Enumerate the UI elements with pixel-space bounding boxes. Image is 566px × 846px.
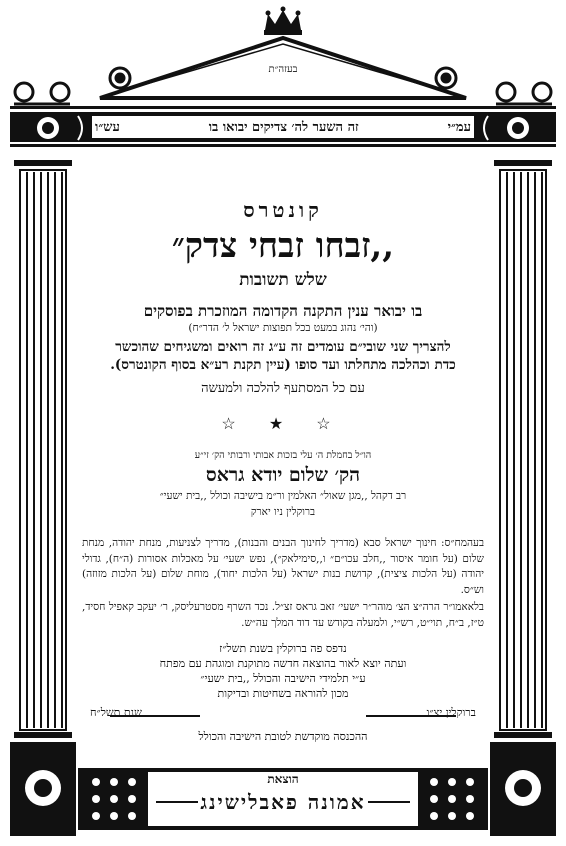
description-line-1: בו יבואר ענין התקנה הקדומה המוזכרת בפוסקים xyxy=(143,302,423,320)
divider-left xyxy=(110,715,200,717)
lineage-paragraph: בלאאמו״ר הרה״צ הצ׳ מוהר״ר ישעי׳ זאב גראס זצ״ל. נכד השרף מסטרעליסק, ר׳ יעקב קאפיל חסיד, ט״ז, ב״ח, תוי״ט, רש״י, ולמעלה בקודש עד דוד המלך עה״ש. xyxy=(82,601,484,629)
publisher-label: הוצאת xyxy=(267,772,299,786)
dedication-line: ההכנסה מוקדשת לטובת הישיבה והכולל xyxy=(198,730,368,743)
description-line-4: כדת וכהלכה מתחלתו ועד סופו (עיין תקנת רע״א בסוף הקונטרס). xyxy=(110,357,456,373)
publication-line-3: ע״י תלמידי הישיבה והכולל ,,בית ישעי״ xyxy=(200,672,366,685)
description-line-5: עם כל המסתעף להלכה ולמעשה xyxy=(201,381,365,396)
description-line-2: (והי׳ נהוג במעט בכל תפוצות ישראל ל׳ הדר״ח) xyxy=(188,322,378,334)
works-paragraph: בעהמח״ס: חינוך ישראל סבא (מדריך לחינוך הבנים והבנות), מדריך לצניעות, מנחת יהודה, מנחת שלום (על חומר איסור ,,חלב עכו״ם״ ו,,סימילאק״), נפש ישעי׳ על מאכלות אסורות (ה״ח), גדולי יהודה (על הלכות ציצית), קדושת בנות ישראל (על הלכות יחוד), מוחת שלום (על הלכות מזוזה) וש״ס. xyxy=(82,537,484,596)
page-subtitle: שלש תשובות xyxy=(239,270,327,290)
page-title: ,,זבחו זבחי צדק״ xyxy=(171,226,395,266)
left-pillar xyxy=(8,100,78,840)
place-year-row xyxy=(90,706,476,719)
header-bezh: בעזה״ת xyxy=(268,64,298,75)
crown-icon xyxy=(264,7,302,36)
stars-divider: ☆ ★ ☆ xyxy=(221,414,345,433)
author-location: ברוקלין ניו יארק xyxy=(250,506,316,518)
publication-line-1: נדפס פה ברוקלין בשנת תשל״ז xyxy=(219,642,347,655)
divider-right xyxy=(366,715,456,717)
band-left-text: עמ״י xyxy=(447,120,471,135)
publisher-name: אמונה פאבלישינג xyxy=(200,790,366,814)
publication-line-2: ועתה יוצא לאור בהוצאה חדשה מתוקנת ומוגהת עם מפתח xyxy=(159,657,407,670)
author-intro: הו״ל בחמלת ה׳ עלי בזכות אבותי ורבותי הק׳ זי״ע xyxy=(194,450,372,461)
kuntres-label: קונטרס xyxy=(243,198,323,222)
description-line-3: להצריך שני שובי״ם עומדים זה ע״ג זה רואים ומשגיחים שהוכשר xyxy=(115,339,451,355)
right-pillar xyxy=(488,100,558,840)
description-lines-3-4 xyxy=(80,338,486,374)
band-center-text: זה השער לה׳ צדיקים יבואו בו xyxy=(208,120,359,135)
band-right-text: עש״ו xyxy=(95,120,120,135)
publication-place: ברוקלין יצ״ו xyxy=(426,706,476,719)
author-name: הק׳ שלום יודא גראס xyxy=(205,464,361,486)
publication-year: שנת תשל״ח xyxy=(90,706,142,719)
publication-line-4: מכון להוראה בשחיטות ובדיקות xyxy=(217,687,349,700)
author-position: רב דקהל ,,מגן שאול״ האלמין ור״מ בישיבה וכולל ,,בית ישעי״ xyxy=(159,490,407,502)
header-band xyxy=(95,118,471,136)
